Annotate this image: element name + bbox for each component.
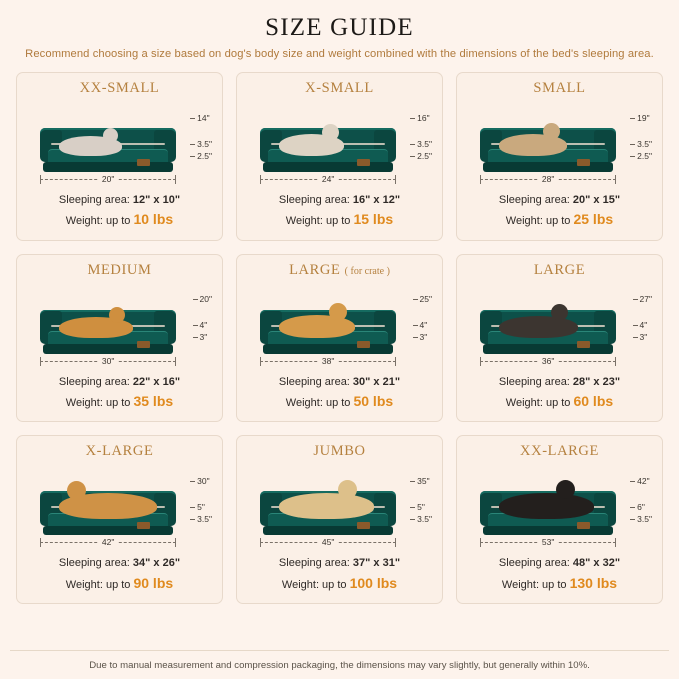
dog-head (543, 123, 560, 140)
dimension-width-value: 36" (539, 356, 557, 366)
vertical-dimensions (190, 112, 212, 162)
vertical-dimensions (410, 475, 432, 525)
size-name-text: SMALL (533, 80, 586, 96)
size-name-text: X-SMALL (305, 80, 374, 96)
dimension-height-value: 42" (637, 476, 650, 487)
size-name (87, 262, 151, 279)
size-name-text: MEDIUM (87, 261, 152, 278)
bed-brand-tag (577, 522, 590, 529)
dimension-base (630, 150, 652, 162)
dimension-width-value: 24" (319, 174, 337, 184)
dimension-width (480, 537, 616, 549)
size-name (313, 443, 365, 460)
vertical-dimensions (193, 294, 212, 344)
vertical-dimensions (630, 112, 652, 162)
weight-label: Weight: up to (65, 396, 134, 409)
dimension-height (190, 112, 209, 124)
size-card (456, 254, 663, 423)
size-card (456, 72, 663, 241)
dog-bed-graphic (260, 310, 396, 354)
dimension-height (630, 475, 649, 487)
weight-label: Weight: up to (285, 215, 354, 228)
dimension-bolster (630, 138, 652, 150)
bed-brand-tag (357, 341, 370, 348)
dimension-height-value: 20" (199, 294, 212, 305)
dimension-bolster-value: 3.5" (197, 138, 212, 149)
dimension-base-value: 2.5" (637, 150, 652, 161)
dimension-width-value: 42" (99, 537, 117, 547)
weight-value: 35 lbs (133, 392, 174, 409)
bed-base (43, 344, 174, 354)
bed-illustration (465, 100, 654, 188)
sleeping-area-row (499, 555, 620, 572)
weight-label: Weight: up to (505, 396, 574, 409)
page-subtitle: Recommend choosing a size based on dog's body size and weight combined with the dimensions of the bed's sleeping area. (25, 48, 654, 60)
weight-label: Weight: up to (501, 578, 570, 591)
dimension-bolster (633, 320, 648, 332)
bed-brand-tag (357, 159, 370, 166)
size-name (80, 80, 160, 97)
weight-label: Weight: up to (285, 396, 354, 409)
size-specs (59, 555, 180, 594)
size-card (16, 254, 223, 423)
sleeping-area-value: 37" x 31" (352, 557, 401, 570)
dimension-width-value: 30" (99, 356, 117, 366)
weight-row (499, 391, 620, 413)
dimension-height (630, 112, 649, 124)
size-name-text: X-LARGE (85, 443, 154, 460)
dog-bed-graphic (260, 128, 396, 172)
weight-value: 25 lbs (573, 211, 614, 228)
bed-illustration (25, 282, 214, 370)
dog-head (67, 481, 86, 500)
size-specs (499, 555, 620, 594)
size-specs (59, 192, 180, 231)
bed-illustration (245, 282, 434, 370)
sleeping-area-label: Sleeping area: (58, 375, 133, 388)
size-card (16, 435, 223, 604)
dog-bed-graphic (260, 491, 396, 535)
weight-value: 90 lbs (133, 574, 174, 591)
size-name (305, 80, 374, 97)
size-card (16, 72, 223, 241)
weight-value: 60 lbs (573, 392, 614, 409)
size-specs (59, 374, 180, 413)
bed-illustration (25, 463, 214, 551)
dimension-bolster-value: 4" (419, 320, 428, 331)
dimension-height-value: 35" (417, 476, 430, 487)
dimension-bolster-value: 5" (417, 502, 425, 513)
sleeping-area-row (59, 192, 180, 209)
dog-head (322, 124, 339, 141)
bed-brand-tag (577, 341, 590, 348)
dimension-width-value: 28" (539, 174, 557, 184)
vertical-dimensions (413, 294, 432, 344)
weight-label: Weight: up to (65, 578, 134, 591)
sleeping-area-label: Sleeping area: (278, 375, 353, 388)
dimension-base (413, 332, 428, 344)
dimension-base-value: 3" (199, 332, 208, 343)
weight-value: 10 lbs (133, 211, 174, 228)
weight-label: Weight: up to (281, 578, 350, 591)
sleeping-area-row (59, 555, 180, 572)
page-title: SIZE GUIDE (265, 14, 414, 41)
dog-photo (499, 316, 578, 338)
size-specs (279, 374, 400, 413)
dimension-height-value: 30" (197, 476, 210, 487)
dog-head (556, 480, 575, 499)
sleeping-area-value: 30" x 21" (352, 375, 401, 388)
size-specs (499, 192, 620, 231)
weight-row (59, 209, 180, 231)
dimension-bolster (190, 138, 212, 150)
dimension-bolster-value: 4" (199, 320, 208, 331)
dimension-width (40, 356, 176, 368)
bed-base (43, 162, 174, 172)
bed-base (483, 162, 614, 172)
dimension-height (190, 475, 209, 487)
size-name-text: JUMBO (313, 443, 366, 460)
bed-brand-tag (137, 522, 150, 529)
dimension-width (480, 356, 616, 368)
sleeping-area-value: 48" x 32" (572, 557, 621, 570)
dimension-base-value: 3.5" (637, 514, 652, 525)
sleeping-area-label: Sleeping area: (498, 557, 573, 570)
crate-note: ( for crate ) (344, 265, 390, 277)
weight-row (59, 573, 180, 595)
dimension-width (260, 537, 396, 549)
dog-bed-graphic (40, 128, 176, 172)
weight-value: 50 lbs (353, 392, 394, 409)
vertical-dimensions (410, 112, 432, 162)
sleeping-area-row (279, 555, 400, 572)
size-name-text: XX-SMALL (79, 80, 160, 96)
dog-photo (59, 317, 132, 338)
sleeping-area-label: Sleeping area: (278, 194, 353, 206)
vertical-dimensions (630, 475, 652, 525)
sleeping-area-row (59, 374, 180, 391)
dimension-height-value: 27" (639, 294, 652, 305)
dimension-height-value: 16" (417, 112, 430, 123)
dog-head (338, 480, 357, 499)
weight-label: Weight: up to (65, 215, 134, 228)
dimension-bolster (413, 320, 428, 332)
weight-row (59, 391, 180, 413)
dog-photo (279, 315, 355, 338)
dog-head (551, 304, 568, 321)
weight-label: Weight: up to (505, 215, 574, 228)
size-name (534, 262, 585, 279)
bed-illustration (465, 282, 654, 370)
size-name (86, 443, 154, 460)
dog-photo (499, 134, 567, 156)
sleeping-area-label: Sleeping area: (498, 375, 573, 388)
weight-row (279, 573, 400, 595)
size-card (236, 254, 443, 423)
sleeping-area-label: Sleeping area: (58, 194, 133, 206)
dimension-base-value: 3.5" (197, 514, 212, 525)
dimension-height (410, 112, 429, 124)
size-specs (279, 192, 400, 231)
sleeping-area-label: Sleeping area: (278, 557, 353, 570)
bed-brand-tag (357, 522, 370, 529)
dimension-width (40, 537, 176, 549)
dog-bed-graphic (480, 491, 616, 535)
dimension-base-value: 2.5" (197, 150, 212, 161)
dimension-width (260, 174, 396, 186)
dog-bed-graphic (480, 128, 616, 172)
bed-base (483, 344, 614, 354)
dimension-base-value: 3" (419, 332, 428, 343)
sleeping-area-value: 22" x 16" (132, 375, 181, 388)
bed-base (263, 526, 394, 536)
dimension-width-value: 20" (99, 174, 117, 184)
dog-photo (499, 493, 594, 519)
dog-head (109, 307, 125, 323)
dog-photo (279, 134, 344, 156)
dog-photo (279, 493, 374, 519)
dimension-height (413, 294, 432, 306)
dimension-bolster (410, 501, 425, 513)
bed-brand-tag (137, 159, 150, 166)
sleeping-area-value: 34" x 26" (132, 557, 181, 570)
dimension-base (190, 150, 212, 162)
bed-illustration (245, 463, 434, 551)
dimension-width-value: 53" (539, 537, 557, 547)
dimension-base-value: 3" (639, 332, 648, 343)
dog-bed-graphic (480, 310, 616, 354)
dimension-base (630, 513, 652, 525)
sleeping-area-row (499, 192, 620, 209)
bed-base (263, 344, 394, 354)
bed-base (483, 526, 614, 536)
sleeping-area-value: 28" x 23" (572, 375, 621, 388)
dimension-bolster (190, 501, 205, 513)
dimension-bolster-value: 5" (197, 502, 205, 513)
dimension-base (410, 150, 432, 162)
dimension-base-value: 3.5" (417, 514, 432, 525)
bed-illustration (25, 100, 214, 188)
dimension-base (190, 513, 212, 525)
dog-head (329, 303, 347, 321)
sleeping-area-value: 12" x 10" (132, 194, 181, 206)
weight-row (499, 209, 620, 231)
sleeping-area-row (279, 192, 400, 209)
bed-brand-tag (137, 341, 150, 348)
size-card (456, 435, 663, 604)
dog-bed-graphic (40, 491, 176, 535)
size-card (236, 435, 443, 604)
dimension-width (480, 174, 616, 186)
footer-note: Due to manual measurement and compression packaging, the dimensions may vary slightly, but generally within 10%. (10, 650, 669, 679)
bed-base (263, 162, 394, 172)
size-name (289, 262, 390, 279)
dimension-base (410, 513, 432, 525)
vertical-dimensions (190, 475, 212, 525)
dimension-height-value: 14" (197, 112, 210, 123)
size-name (520, 443, 599, 460)
dimension-width-value: 45" (319, 537, 337, 547)
dimension-base (193, 332, 208, 344)
sleeping-area-label: Sleeping area: (498, 194, 573, 206)
dimension-bolster-value: 6" (637, 502, 645, 513)
dimension-bolster-value: 3.5" (417, 138, 432, 149)
bed-illustration (465, 463, 654, 551)
size-specs (279, 555, 400, 594)
dog-photo (59, 493, 157, 519)
size-name-text: LARGE (289, 261, 341, 278)
dimension-bolster-value: 3.5" (637, 138, 652, 149)
dimension-height (193, 294, 212, 306)
size-name-text: XX-LARGE (520, 443, 599, 460)
weight-value: 15 lbs (353, 211, 394, 228)
size-name (533, 80, 585, 97)
size-card (236, 72, 443, 241)
dimension-bolster (410, 138, 432, 150)
dimension-height-value: 25" (419, 294, 432, 305)
dimension-bolster (630, 501, 645, 513)
sleeping-area-label: Sleeping area: (58, 557, 133, 570)
dimension-bolster-value: 4" (639, 320, 648, 331)
dimension-width (260, 356, 396, 368)
weight-value: 100 lbs (349, 574, 398, 591)
vertical-dimensions (633, 294, 652, 344)
size-card-grid (10, 72, 669, 604)
dimension-width-value: 38" (319, 356, 337, 366)
dog-bed-graphic (40, 310, 176, 354)
dimension-base (633, 332, 648, 344)
bed-illustration (245, 100, 434, 188)
dimension-base-value: 2.5" (417, 150, 432, 161)
weight-value: 130 lbs (569, 574, 618, 591)
dimension-bolster (193, 320, 208, 332)
dimension-height (410, 475, 429, 487)
size-name-text: LARGE (533, 261, 586, 278)
dimension-width (40, 174, 176, 186)
sleeping-area-row (279, 374, 400, 391)
dog-photo (59, 136, 122, 156)
sleeping-area-value: 20" x 15" (572, 194, 621, 206)
weight-row (279, 209, 400, 231)
dimension-height (633, 294, 652, 306)
weight-row (279, 391, 400, 413)
size-specs (499, 374, 620, 413)
sleeping-area-row (499, 374, 620, 391)
bed-brand-tag (577, 159, 590, 166)
dimension-height-value: 19" (637, 112, 650, 123)
dog-head (103, 128, 118, 143)
sleeping-area-value: 16" x 12" (352, 194, 401, 206)
bed-base (43, 526, 174, 536)
weight-row (499, 573, 620, 595)
